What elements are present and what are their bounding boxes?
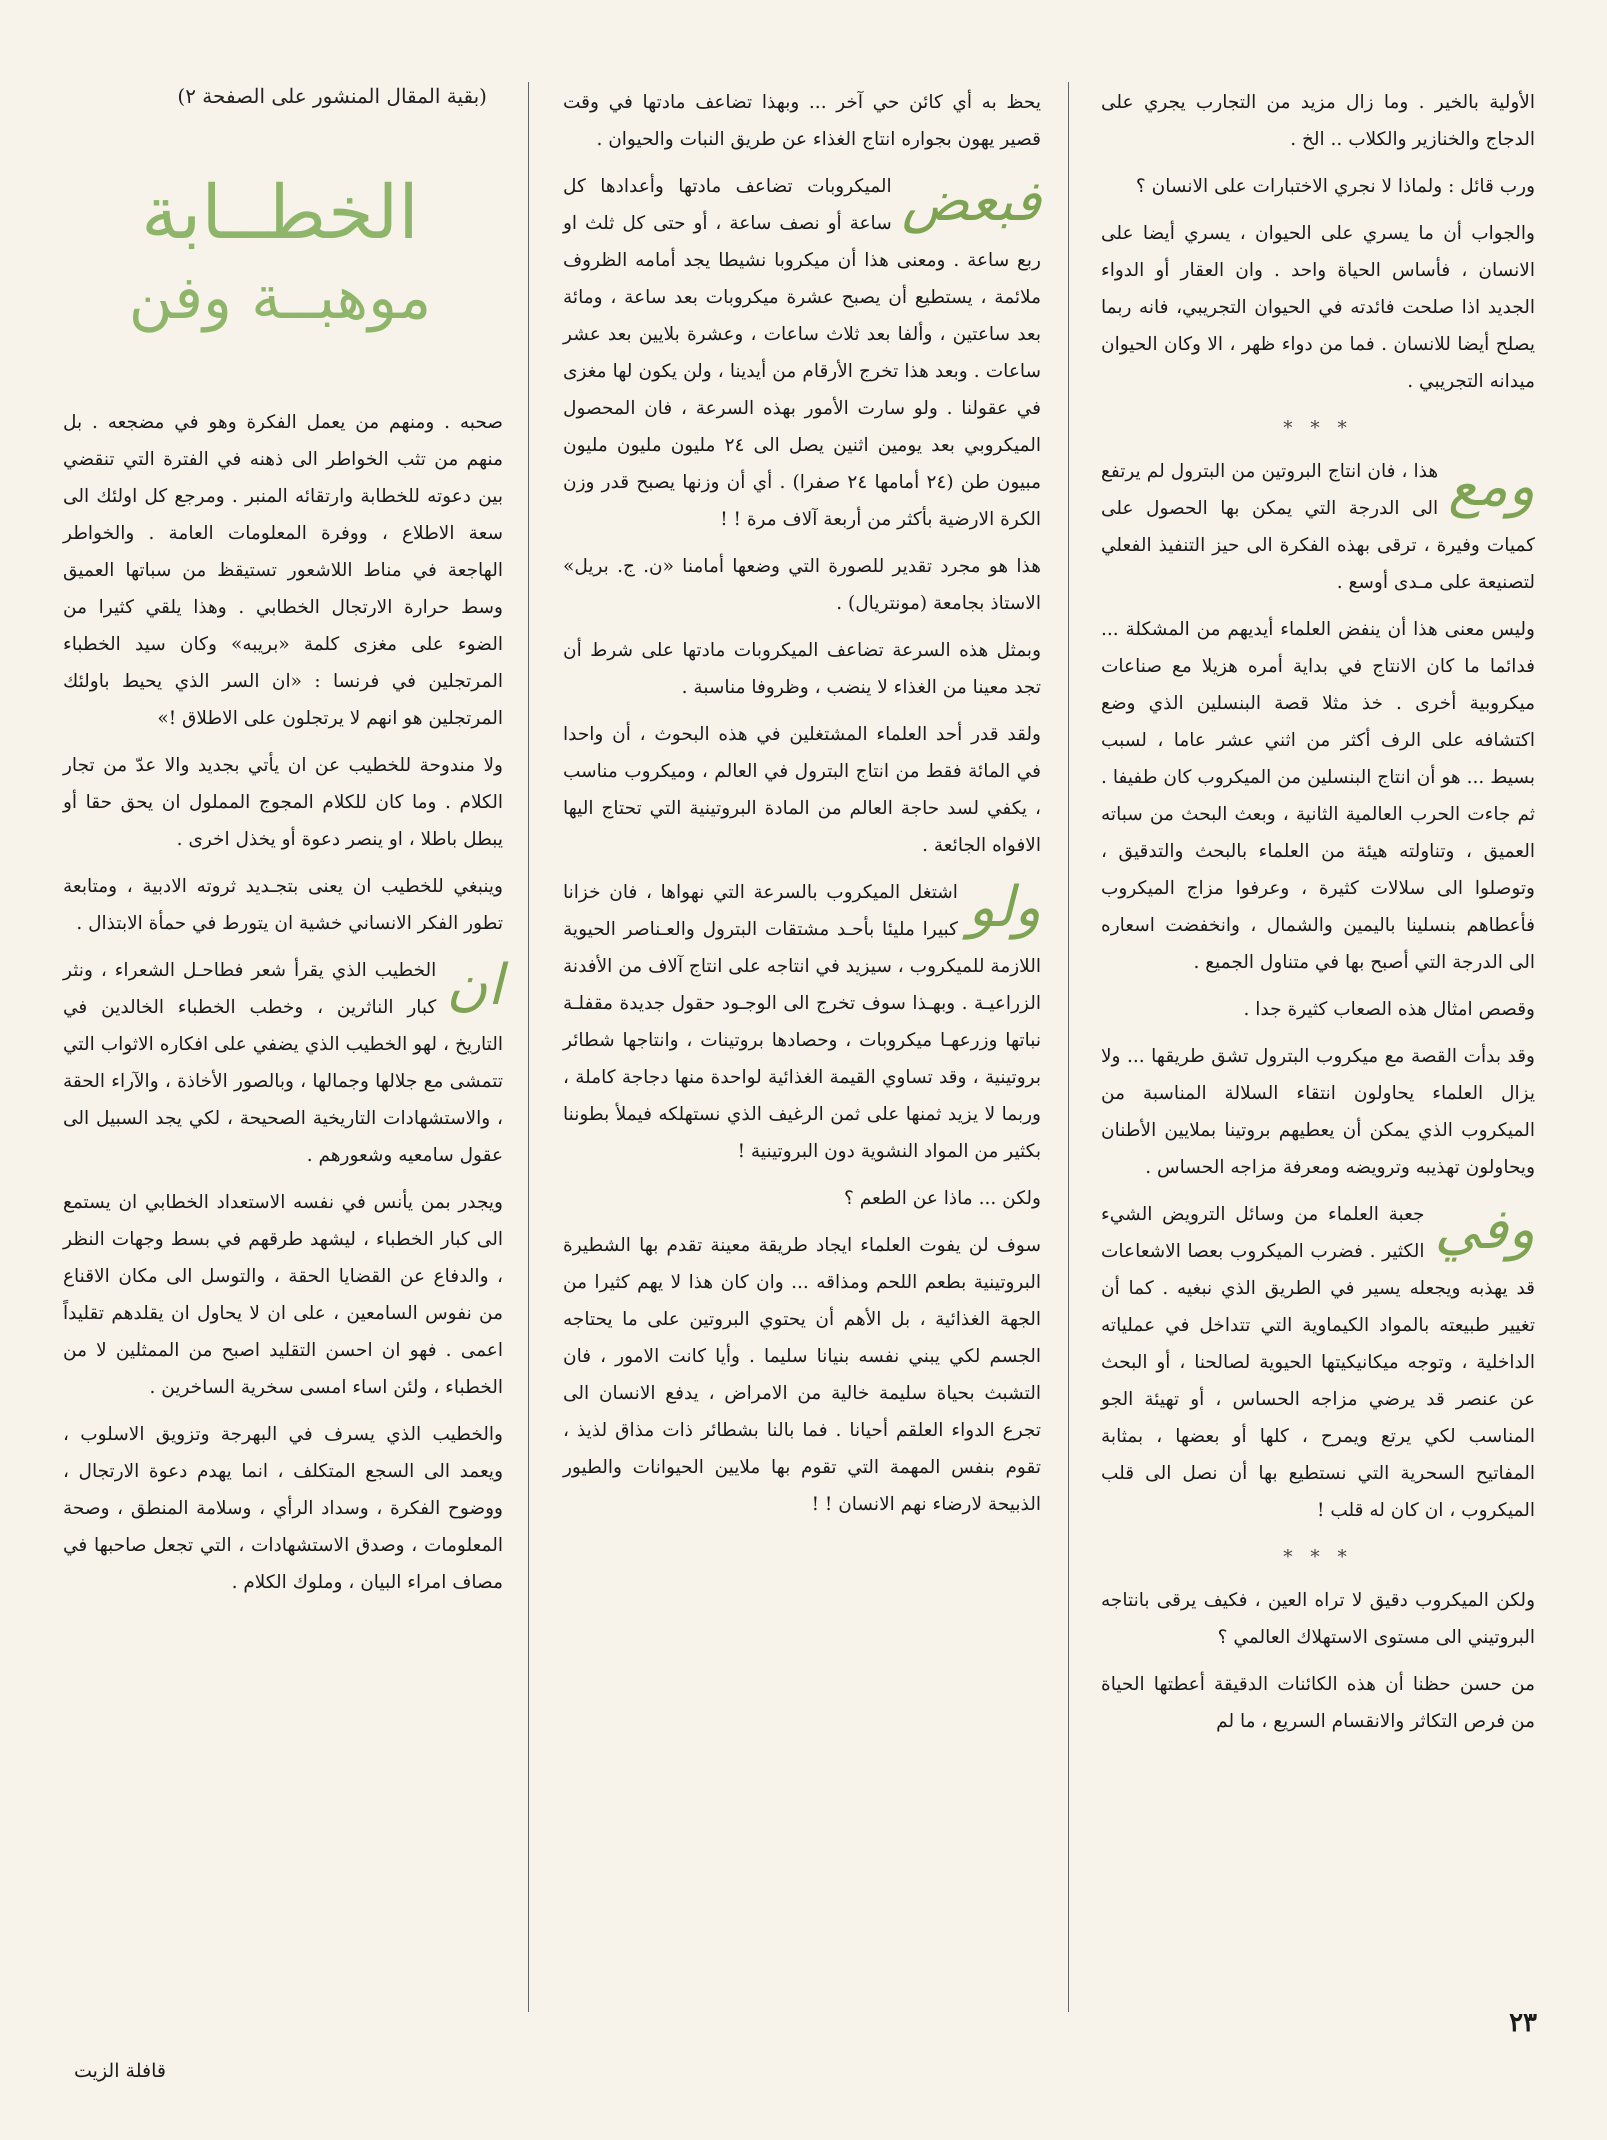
paragraph: ان الخطيب الذي يقرأ شعر فطاحـل الشعراء ، ونثر كبار الناثرين ، وخطب الخطباء الخالدين في التاريخ ، لهو الخطيب الذي يضفي على افكاره الاثواب التي تتمشى مع جلالها وجمالها ، وبالصور الأخاذة ، والآراء الحقة ، والاستشهادات التاريخية الصحيحة ، لكي يجد السبيل الى عقول سامعيه وشعورهم . bbox=[63, 953, 503, 1166]
paragraph: صحبه . ومنهم من يعمل الفكرة وهو في مضجعه . بل منهم من تثب الخواطر الى ذهنه في الفترة التي تنقضي بين دعوته للخطابة وارتقائه المنبر . ومرجع كل اولئك الى سعة الاطلاع ، ووفرة المعلومات العامة . والخواطر الهاجعة في مناط اللاشعور تستيقظ من سباتها العميق وسط حرارة الارتجال الخطابي . وهذا يلقي كثيرا من الضوء على مغزى كلمة «بريبه» وكان سيد الخطباء المرتجلين في فرنسا : «ان السر الذي يحيط باولئك المرتجلين هو انهم لا يرتجلون على الاطلاق !» bbox=[63, 412, 503, 729]
section-initial-word: فبعض bbox=[901, 169, 1041, 234]
paragraph: فبعض الميكروبات تضاعف مادتها وأعدادها كل ساعة أو نصف ساعة ، أو حتى كل ثلث او ربع ساعة . ومعنى هذا أن ميكروبا نشيطا يجد أمامه الظروف ملائمة ، يستطيع أن يصبح عشرة ميكروبات بعد ساعة ، ومائة بعد ساعتين ، وألفا بعد ثلاث ساعات ، وعشرة بلايين بعد عشر ساعات . وبعد هذا تخرج الأرقام من أيدينا ، ولن يكون لها مغزى في عقولنا . ولو سارت الأمور بهذه السرعة ، فان المحصول الميكروبي بعد يومين اثنين يصل الى ٢٤ مليون مليون مليون مبيون طن (٢٤ أمامها ٢٤ صفرا) . أي أن وزنها يصبح قدر وزن الكرة الارضية بأكثر من أربعة آلاف مرة ! ! bbox=[563, 169, 1042, 530]
section-initial-word: ان bbox=[446, 953, 503, 1018]
middle-column bbox=[563, 84, 1041, 1533]
article-title-line2: موهبــة وفن bbox=[128, 263, 432, 333]
paragraph: ولكن ... ماذا عن الطعم ؟ bbox=[844, 1188, 1041, 1209]
paragraph: سوف لن يفوت العلماء ايجاد طريقة معينة تقدم بها الشطيرة البروتينية بطعم اللحم ومذاقه ... وان كان هذا لا يهم كثيرا من الجهة الغذائية ، بل الأهم أن يحتوي البروتين على ما يحتاجه الجسم لكي يبني نفسه بنيانا سليما . وأيا كانت الامور ، فان التشبث بحياة سليمة خالية من الامراض ، يدفع الانسان الى تجرع الدواء العلقم أحيانا . فما بالنا بشطائر ذات مذاق لذيذ ، تقوم بنفس المهمة التي تقوم بها ملايين الحيوانات والطيور الذبيحة لارضاء نهم الانسان ! ! bbox=[563, 1235, 1041, 1515]
paragraph: هذا هو مجرد تقدير للصورة التي وضعها أمامنا «ن. ج. بريل» الاستاذ بجامعة (مونتريال) . bbox=[563, 556, 1041, 614]
paragraph: والجواب أن ما يسري على الحيوان ، يسري أيضا على الانسان ، فأساس الحياة واحد . وان العقار أو الدواء الجديد اذا صلحت فائدته في الحيوان التجريبي، فانه ربما يصلح أيضا للانسان . فما من دواء ظهر ، الا وكان الحيوان ميدانه التجريبي . bbox=[1101, 223, 1535, 392]
continuation-note: (بقية المقال المنشور على الصفحة ٢) bbox=[177, 84, 487, 108]
paragraph: ولكن الميكروب دقيق لا تراه العين ، فكيف يرقى بانتاجه البروتيني الى مستوى الاستهلاك العالمي ؟ bbox=[1101, 1590, 1535, 1648]
paragraph: من حسن حظنا أن هذه الكائنات الدقيقة أعطتها الحياة من فرص التكاثر والانقسام السريع ، ما لم bbox=[1101, 1674, 1535, 1732]
paragraph: وقد بدأت القصة مع ميكروب البترول تشق طريقها ... ولا يزال العلماء يحاولون انتقاء السلالة المناسبة من الميكروب الذي يمكن أن يعطيهم بروتينا بملايين الأطنان ويحاولون تهذيبه وترويضه ومعرفة مزاجه الحساس . bbox=[1101, 1046, 1535, 1178]
section-initial-word: وفي bbox=[1434, 1197, 1535, 1262]
article-title-line1: الخطــابة bbox=[141, 170, 419, 256]
paragraph: وليس معنى هذا أن ينفض العلماء أيديهم من المشكلة ... فدائما ما كان الانتاج في بداية أمره هزيلا مع صناعات ميكروبية أخرى . خذ مثلا قصة البنسلين الذي وضع اكتشافه على الرف أكثر من اثني عشر عاما ، لسبب بسيط ... هو أن انتاج البنسلين من الميكروب كان طفيفا . ثم جاءت الحرب العالمية الثانية ، وبعث البحث من سباته العميق ، وتناولته هيئة من العلماء بالبحث والتدقيق ، وتوصلوا الى سلالات كثيرة ، وعرفوا مزاج الميكروب فأعطاهم بنسلينا باليمين والشمال ، وانخفضت اسعاره الى الدرجة التي أصبح بها في متناول الجميع . bbox=[1101, 619, 1535, 973]
paragraph: وفي جعبة العلماء من وسائل الترويض الشيء الكثير . فضرب الميكروب بعصا الاشعاعات قد يهذبه ويجعله يسير في الطريق الذي نبغيه . كما أن تغيير طبيعته بالمواد الكيماوية التي تتداخل في عملياته الداخلية ، وتوجه ميكانيكيتها الحيوية لصالحنا ، أو البحث عن عنصر قد يرضي مزاجه الحساس ، أو تهيئة الجو المناسب لكي يرتع ويمرح ، كلها أو بعضها ، بمثابة المفاتيح السحرية التي نستطيع بها أن نصل الى قلب الميكروب ، ان كان له قلب ! bbox=[1101, 1197, 1535, 1521]
section-initial-word: ومع bbox=[1448, 454, 1535, 519]
paragraph: ورب قائل : ولماذا لا نجري الاختبارات على الانسان ؟ bbox=[1135, 176, 1535, 197]
column-divider bbox=[528, 82, 529, 2012]
paragraph: ويجدر بمن يأنس في نفسه الاستعداد الخطابي ان يستمع الى كبار الخطباء ، ليشهد طرقهم في بسط وجهات النظر ، والدفاع عن القضايا الحقة ، والتوسل الى مكان الاقناع من نفوس السامعين ، على ان لا يحاول ان يقلدهم تقليداً اعمى . فهو ان احسن التقليد اصبح من الممثلين لا من الخطباء ، ولئن اساء امسى سخرية الساخرين . bbox=[63, 1192, 503, 1398]
paragraph: وينبغي للخطيب ان يعنى بتجـديد ثروته الادبية ، ومتابعة تطور الفكر الانساني خشية ان يتورط في حمأة الابتذال . bbox=[63, 876, 503, 934]
paragraph: والخطيب الذي يسرف في البهرجة وتزويق الاسلوب ، ويعمد الى السجع المتكلف ، انما يهدم دعوة الارتجال ، ووضوح الفكرة ، وسداد الرأي ، وسلامة المنطق ، وصحة المعلومات ، وصدق الاستشهادات ، التي تجعل صاحبها في مصاف امراء البيان ، وملوك الكلام . bbox=[63, 1424, 503, 1593]
paragraph: ومع هذا ، فان انتاج البروتين من البترول لم يرتفع الى الدرجة التي يمكن بها الحصول على كميات وفيرة ، ترقى بهذه الفكرة الى حيز التنفيذ الفعلي لتصنيعة على مـدى أوسع . bbox=[1101, 454, 1535, 593]
paragraph: ولا مندوحة للخطيب عن ان يأتي بجديد والا عدّ من تجار الكلام . وما كان للكلام المجوج المملول ان يحق حقا أو يبطل باطلا ، او ينصر دعوة أو يخذل اخرى . bbox=[63, 755, 503, 850]
paragraph: ولو اشتغل الميكروب بالسرعة التي نهواها ، فان خزانا كبيرا مليئا بأحـد مشتقات البترول والعـناصر الحيوية اللازمة للميكروب ، سيزيد في انتاجه على انتاج آلاف من الأفدنة الزراعيـة . وبهـذا سوف تخرج الى الوجـود حقول جديدة مقفلـة نباتها وزرعهـا ميكروبات ، وحصادها بروتينات ، وانتاجها شطائر بروتينية ، وقد تساوي القيمة الغذائية لواحدة منها دجاجة كاملة ، وربما لا يزيد ثمنها على ثمن الرغيف الذي نستهلكه فيملأ بطوننا بكثير من المواد النشوية دون البروتينية ! bbox=[563, 875, 1041, 1162]
magazine-name: قافلة الزيت bbox=[74, 2060, 166, 2082]
page-number: ٢٣ bbox=[1509, 2008, 1537, 2038]
section-separator: * * * bbox=[1283, 418, 1353, 439]
paragraph: وبمثل هذه السرعة تضاعف الميكروبات مادتها على شرط أن تجد معينا من الغذاء لا ينضب ، وظروفا مناسبة . bbox=[563, 640, 1041, 698]
column-divider bbox=[1068, 82, 1069, 2012]
paragraph: الأولية بالخير . وما زال مزيد من التجارب يجري على الدجاج والخنازير والكلاب .. الخ . bbox=[1101, 92, 1535, 150]
article-title bbox=[60, 168, 500, 338]
section-initial-word: ولو bbox=[967, 875, 1041, 940]
right-column bbox=[1101, 84, 1535, 1750]
paragraph: وقصص امثال هذه الصعاب كثيرة جدا . bbox=[1243, 999, 1535, 1020]
paragraph: يحظ به أي كائن حي آخر ... وبهذا تضاعف مادتها في وقت قصير يهون بجواره انتاج الغذاء عن طريق النبات والحيوان . bbox=[563, 92, 1041, 150]
section-separator: * * * bbox=[1283, 1547, 1353, 1568]
left-column bbox=[63, 404, 503, 1611]
paragraph: ولقد قدر أحد العلماء المشتغلين في هذه البحوث ، أن واحدا في المائة فقط من انتاج البترول في العالم ، وميكروب مناسب ، يكفي لسد حاجة العالم من المادة البروتينية التي تحتاج اليها الافواه الجائعة . bbox=[563, 724, 1041, 856]
